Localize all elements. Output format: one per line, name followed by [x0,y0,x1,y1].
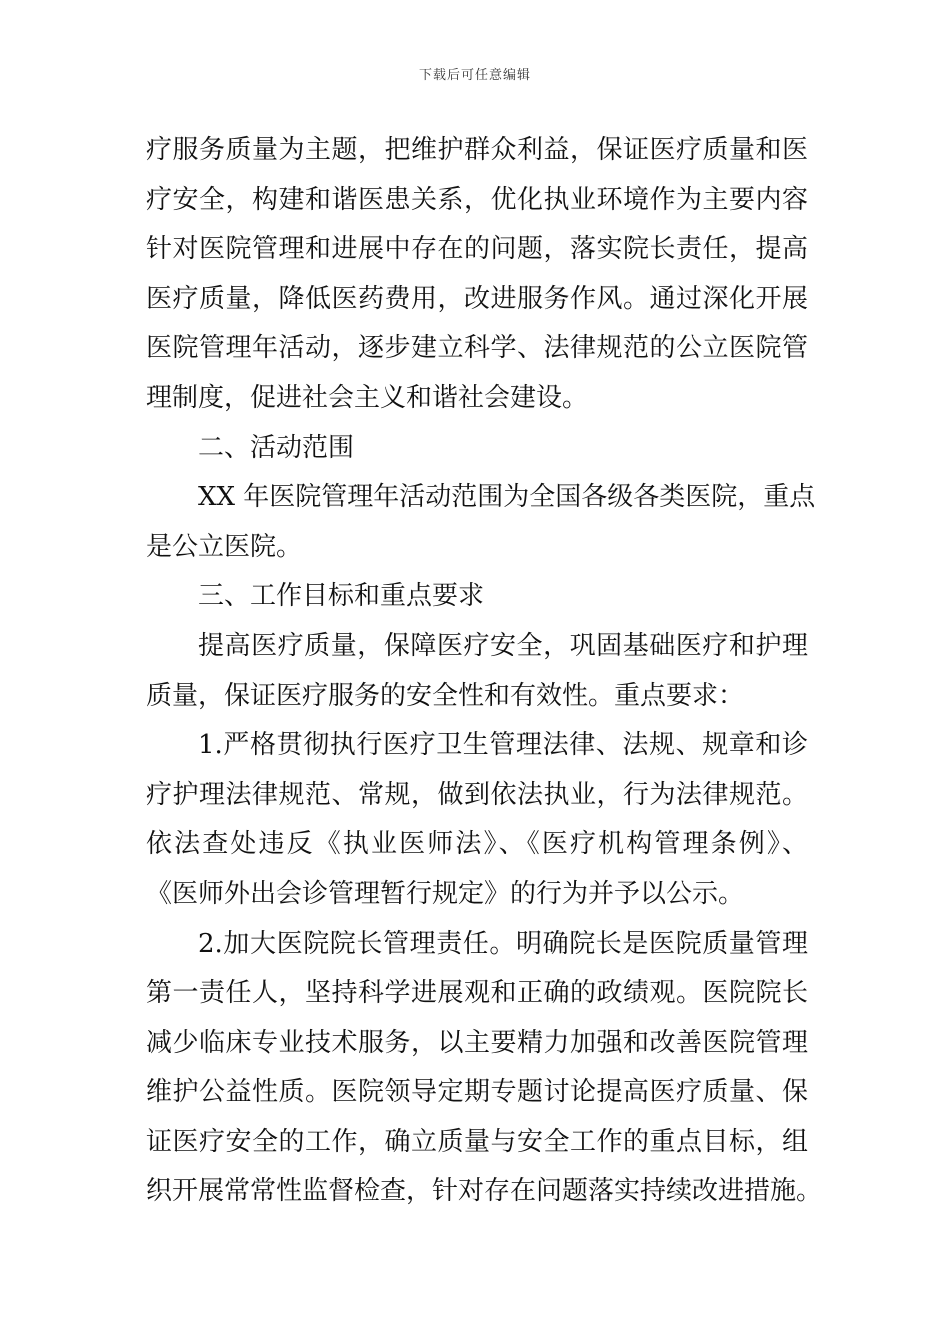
section-heading: 二、活动范围 [198,432,355,463]
document-body [146,126,823,1217]
list-item-line: 织开展常常性监督检查，针对存在问题落实持续改进措施。 [146,1176,823,1207]
list-item-line: 依法查处违反《执业医师法》、《医疗机构管理条例》、 [146,829,808,860]
body-line: 提高医疗质量，保障医疗安全，巩固基础医疗和护理 [198,630,808,661]
body-line: 理制度，促进社会主义和谐社会建设。 [146,382,589,413]
body-line: 疗服务质量为主题，把维护群众利益，保证医疗质量和医 [146,135,808,165]
list-item-line: 第一责任人，坚持科学进展观和正确的政绩观。医院院长 [146,978,808,1009]
list-item-line: 1.严格贯彻执行医疗卫生管理法律、法规、规章和诊 [198,730,808,761]
list-item-line: 《医师外出会诊管理暂行规定》的行为并予以公示。 [146,878,745,909]
body-line: 针对医院管理和进展中存在的问题，落实院长责任，提高 [146,234,808,265]
list-item-line: 疗护理法律规范、常规，做到依法执业，行为法律规范。 [146,779,808,810]
list-item-line: 证医疗安全的工作，确立质量与安全工作的重点目标，组 [146,1126,808,1157]
body-line: 质量，保证医疗服务的安全性和有效性。重点要求： [146,680,745,711]
section-heading: 三、工作目标和重点要求 [198,581,485,612]
page-header: 下载后可任意编辑 [418,68,531,83]
body-line: 疗安全，构建和谐医患关系，优化执业环境作为主要内容 [146,184,808,215]
body-line: 是公立医院。 [146,531,303,562]
body-line: XX 年医院管理年活动范围为全国各级各类医院，重点 [198,482,816,513]
list-item-line: 2.加大医院院长管理责任。明确院长是医院质量管理 [198,928,808,959]
body-line: 医院管理年活动，逐步建立科学、法律规范的公立医院管 [146,333,808,364]
body-line: 医疗质量，降低医药费用，改进服务作风。通过深化开展 [146,283,808,314]
list-item-line: 减少临床专业技术服务，以主要精力加强和改善医院管理 [146,1027,808,1058]
list-item-line: 维护公益性质。医院领导定期专题讨论提高医疗质量、保 [146,1077,808,1108]
